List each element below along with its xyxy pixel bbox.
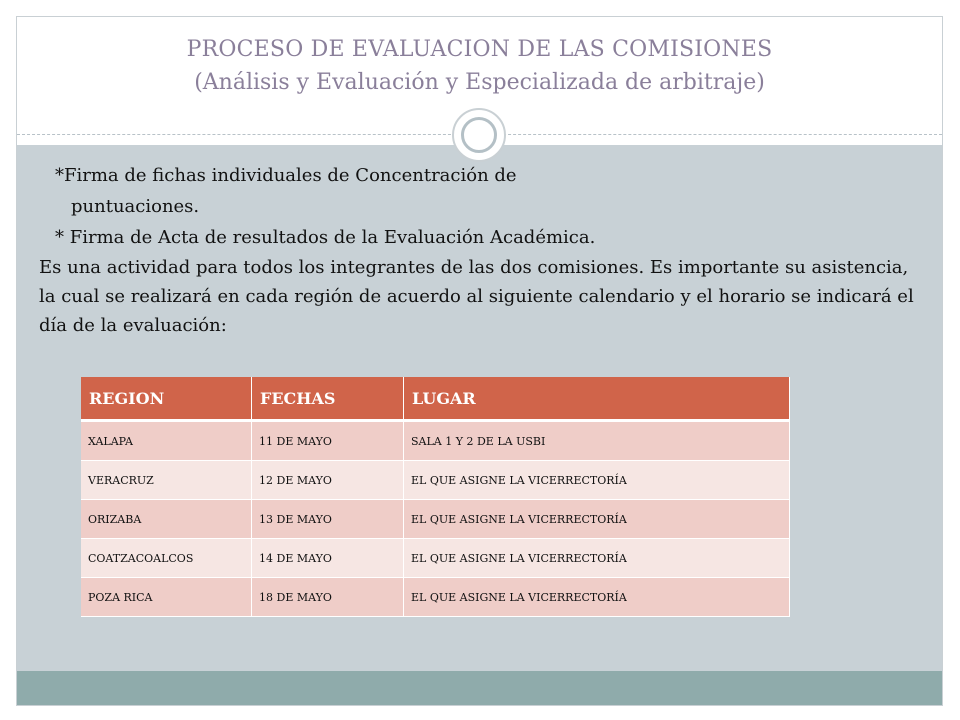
table-row [81,421,790,461]
bullet-line-2: * Firma de Acta de resultados de la Evaluación Académica. [55,227,596,248]
cell-fecha: 11 DE MAYO [252,421,404,461]
cell-lugar: EL QUE ASIGNE LA VICERRECTORÍA [404,539,790,578]
slide-frame [16,16,943,706]
table-row [81,539,790,578]
cell-lugar: SALA 1 Y 2 DE LA USBI [404,421,790,461]
circle-ornament-icon [452,108,506,162]
body-text [39,160,919,340]
cell-region: COATZACOALCOS [81,539,252,578]
cell-fecha: 13 DE MAYO [252,500,404,539]
slide-subtitle: (Análisis y Evaluación y Especializada de arbitraje) [194,70,765,95]
cell-region: POZA RICA [81,578,252,617]
header-fechas: FECHAS [252,377,404,421]
table-row [81,461,790,500]
table-header-row [81,377,790,421]
slide-title: PROCESO DE EVALUACION DE LAS COMISIONES [186,37,773,62]
header-lugar: LUGAR [404,377,790,421]
bullet-line-1-continuation: puntuaciones. [71,196,200,217]
cell-fecha: 12 DE MAYO [252,461,404,500]
cell-fecha: 18 DE MAYO [252,578,404,617]
table-row [81,578,790,617]
description-paragraph: Es una actividad para todos los integrantes de las dos comisiones. Es importante su asistencia, la cual se realizará en cada región de acuerdo al siguiente calendario y el horario se indicará el día de la evaluación: [39,257,914,336]
calendar-table [81,377,790,617]
cell-lugar: EL QUE ASIGNE LA VICERRECTORÍA [404,461,790,500]
cell-lugar: EL QUE ASIGNE LA VICERRECTORÍA [404,578,790,617]
footer-band [17,671,942,706]
cell-fecha: 14 DE MAYO [252,539,404,578]
bullet-line-1: *Firma de fichas individuales de Concentración de [55,165,517,186]
circle-ring-icon [461,117,497,153]
cell-lugar: EL QUE ASIGNE LA VICERRECTORÍA [404,500,790,539]
cell-region: XALAPA [81,421,252,461]
table-row [81,500,790,539]
cell-region: ORIZABA [81,500,252,539]
header-region: REGION [81,377,252,421]
cell-region: VERACRUZ [81,461,252,500]
